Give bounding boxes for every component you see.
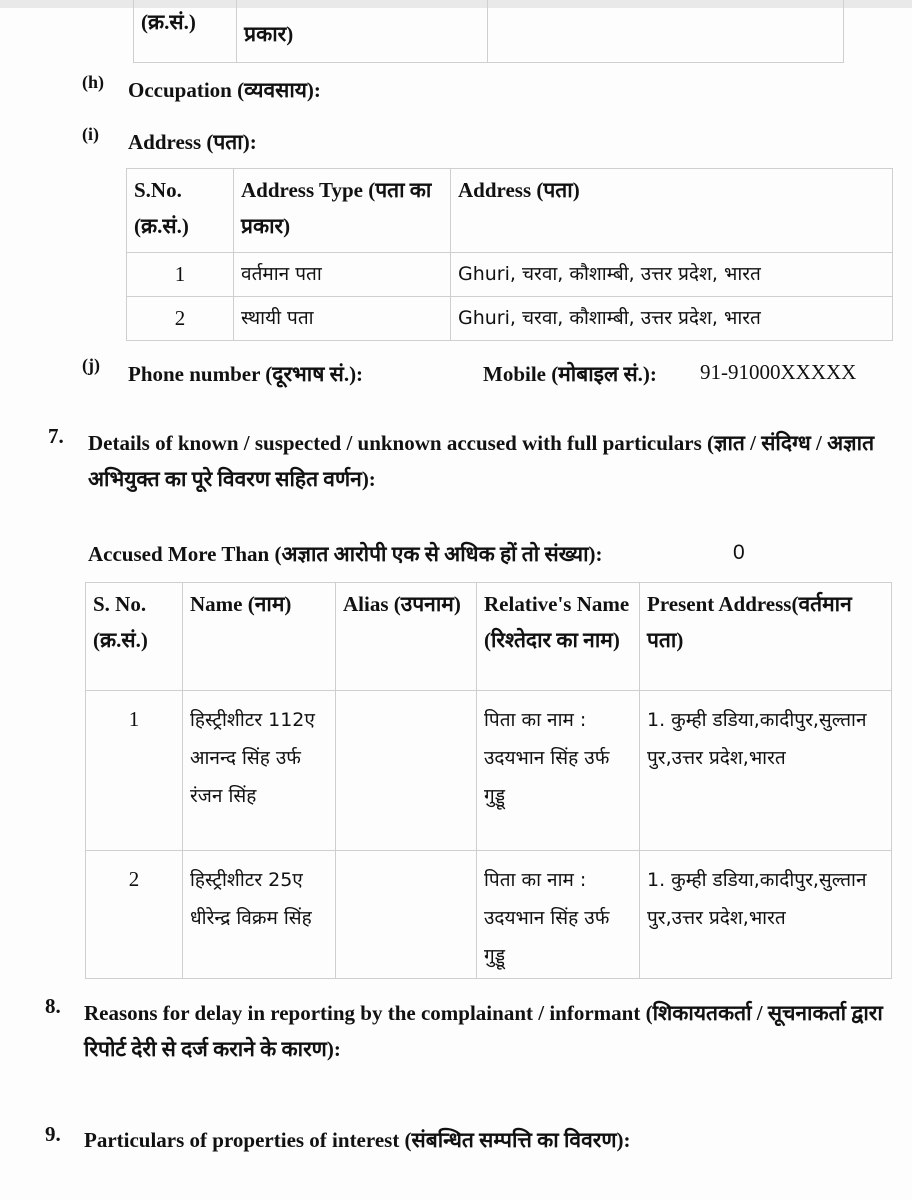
accused-table <box>85 582 892 979</box>
accused-row-alias <box>336 851 477 979</box>
section-7-number: 7. <box>48 424 64 448</box>
top-table-fragment <box>133 0 844 63</box>
address-row-address: Ghuri, चरवा, कौशाम्बी, उत्तर प्रदेश, भारत <box>451 297 893 341</box>
section-7-title: Details of known / suspected / unknown accused with full particulars (ज्ञात / संदिग्ध / अज्ञात अभियुक्त का पूरे विवरण सहित वर्णन): <box>88 431 875 491</box>
accused-address-header: Present Address(वर्तमान पता) <box>640 583 892 691</box>
section-9-text: Particulars of properties of interest (संबन्धित सम्पत्ति का विवरण): <box>84 1128 631 1152</box>
address-label: Address (पता): <box>128 130 257 154</box>
accused-row-name: हिस्ट्रीशीटर 25ए धीरेन्द्र विक्रम सिंह <box>183 851 336 979</box>
j-marker: (j) <box>82 355 100 375</box>
accused-row-relative: पिता का नाम : उदयभान सिंह उर्फ गुड्डू <box>477 691 640 851</box>
i-marker: (i) <box>82 124 99 144</box>
accused-name-header: Name (नाम) <box>183 583 336 691</box>
accused-more-value: 0 <box>733 541 745 564</box>
accused-row-name: हिस्ट्रीशीटर 112ए आनन्द सिंह उर्फ रंजन सिंह <box>183 691 336 851</box>
top-table-sno-header: (क्र.सं.) <box>134 0 237 63</box>
address-row-address: Ghuri, चरवा, कौशाम्बी, उत्तर प्रदेश, भारत <box>451 253 893 297</box>
accused-row-sno: 1 <box>86 691 183 851</box>
mobile-value: 91-91000XXXXX <box>700 360 857 384</box>
section-8-text: Reasons for delay in reporting by the complainant / informant (शिकायतकर्ता / सूचनाकर्ता द्वारा रिपोर्ट देरी से दर्ज कराने के कारण): <box>84 1001 883 1061</box>
h-marker: (h) <box>82 72 104 92</box>
accused-relative-header: Relative's Name (रिश्तेदार का नाम) <box>477 583 640 691</box>
accused-row-alias <box>336 691 477 851</box>
address-table-sno-header: S.No. (क्र.सं.) <box>127 169 234 253</box>
accused-row-address: 1. कुम्ही डडिया,कादीपुर,सुल्तानपुर,उत्तर प्रदेश,भारत <box>640 851 892 979</box>
address-table <box>126 168 893 341</box>
address-row <box>127 253 893 297</box>
accused-row-address: 1. कुम्ही डडिया,कादीपुर,सुल्तानपुर,उत्तर प्रदेश,भारत <box>640 691 892 851</box>
address-table-address-header: Address (पता) <box>451 169 893 253</box>
section-8-number: 8. <box>45 994 61 1018</box>
accused-more-label: Accused More Than (अज्ञात आरोपी एक से अधिक हों तो संख्या): <box>88 542 603 566</box>
phone-label: Phone number (दूरभाष सं.): <box>128 362 364 386</box>
address-table-type-header: Address Type (पता का प्रकार) <box>234 169 451 253</box>
accused-row <box>86 851 892 979</box>
accused-alias-header: Alias (उपनाम) <box>336 583 477 691</box>
accused-row-relative: पिता का नाम : उदयभान सिंह उर्फ गुड्डू <box>477 851 640 979</box>
accused-sno-header: S. No. (क्र.सं.) <box>86 583 183 691</box>
section-9-number: 9. <box>45 1122 61 1146</box>
mobile-label: Mobile (मोबाइल सं.): <box>483 362 657 386</box>
accused-row <box>86 691 892 851</box>
top-table-empty-cell <box>488 0 844 63</box>
top-table-type-header: प्रकार) <box>237 0 488 63</box>
occupation-label: Occupation (व्यवसाय): <box>128 78 321 102</box>
address-row-sno: 1 <box>127 253 234 297</box>
accused-row-sno: 2 <box>86 851 183 979</box>
address-row-type: स्थायी पता <box>234 297 451 341</box>
address-row-type: वर्तमान पता <box>234 253 451 297</box>
address-row-sno: 2 <box>127 297 234 341</box>
address-row <box>127 297 893 341</box>
